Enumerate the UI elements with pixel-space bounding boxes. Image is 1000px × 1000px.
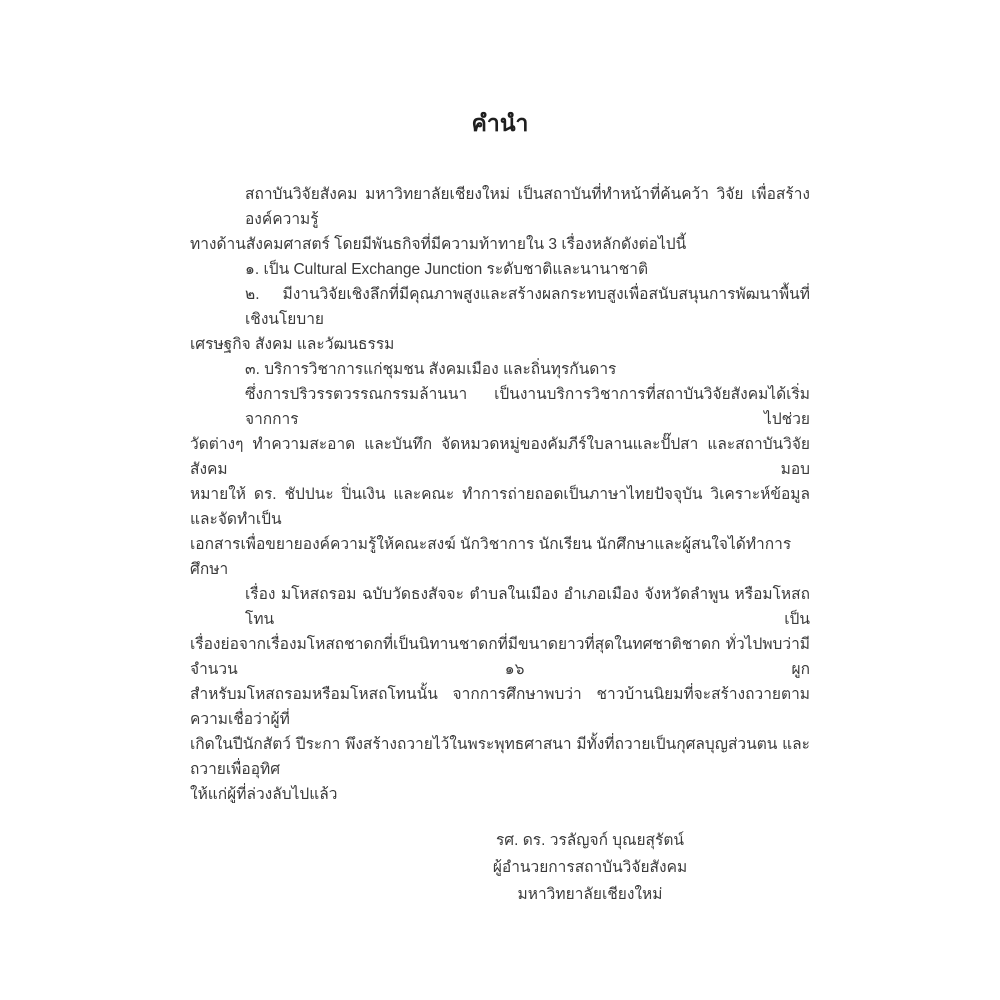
list-item: ๓. บริการวิชาการแก่ชุมชน สังคมเมือง และถิ่นทุรกันดาร: [245, 361, 617, 378]
page-title: คำนำ: [471, 110, 529, 136]
text-line: เอกสารเพื่อขยายองค์ความรู้ให้คณะสงฆ์ นักวิชาการ นักเรียน นักศึกษาและผู้สนใจได้ทำการศึกษา: [190, 536, 792, 578]
text-line: ให้แก่ผู้ที่ล่วงลับไปแล้ว: [190, 786, 338, 803]
signature-name: รศ. ดร. วรลัญจก์ บุณยสุรัตน์: [495, 832, 685, 849]
text-line: สถาบันวิจัยสังคม มหาวิทยาลัยเชียงใหม่ เป็นสถาบันที่ทำหน้าที่ค้นคว้า วิจัย เพื่อสร้างองค์ความรู้: [245, 186, 810, 228]
text-line: วัดต่างๆ ทำความสะอาด และบันทึก จัดหมวดหมู่ของคัมภีร์ใบลานและปั๊ปสา และสถาบันวิจัยสังคม มอบ: [190, 436, 810, 478]
signature-organization: มหาวิทยาลัยเชียงใหม่: [517, 886, 663, 903]
list-item: ๑. เป็น Cultural Exchange Junction ระดับชาติและนานาชาติ: [245, 261, 649, 278]
signature-block: [434, 827, 746, 908]
text-line: ทางด้านสังคมศาสตร์ โดยมีพันธกิจที่มีความท้าทายใน 3 เรื่องหลักดังต่อไปนี้: [190, 236, 687, 253]
text-line: เกิดในปีนักสัตว์ ปีระกา พึงสร้างถวายไว้ในพระพุทธศาสนา มีทั้งที่ถวายเป็นกุศลบุญส่วนตน และถวายเพื่ออุทิศ: [190, 736, 810, 778]
signature-title: ผู้อำนวยการสถาบันวิจัยสังคม: [492, 859, 688, 876]
text-line: เรื่อง มโหสถรอม ฉบับวัดธงสัจจะ ตำบลในเมือง อำเภอเมือง จังหวัดลำพูน หรือมโหสถโทน เป็น: [245, 586, 810, 628]
text-line: ซึ่งการปริวรรตวรรณกรรมล้านนา เป็นงานบริการวิชาการที่สถาบันวิจัยสังคมได้เริ่มจากการ ไปช่วย: [245, 386, 810, 428]
text-line: เศรษฐกิจ สังคม และวัฒนธรรม: [190, 336, 395, 353]
text-line: หมายให้ ดร. ชัปปนะ ปิ่นเงิน และคณะ ทำการถ่ายถอดเป็นภาษาไทยปัจจุบัน วิเคราะห์ข้อมูลและจัดทำเป็น: [190, 486, 810, 528]
text-line: เรื่องย่อจากเรื่องมโหสถชาดกที่เป็นนิทานชาดกที่มีขนาดยาวที่สุดในทศชาติชาดก ทั่วไปพบว่ามีจำนวน ๑๖ ผูก: [190, 636, 810, 678]
document-body: [190, 182, 810, 807]
text-line: สำหรับมโหสถรอมหรือมโหสถโทนนั้น จากการศึกษาพบว่า ชาวบ้านนิยมที่จะสร้างถวายตามความเชื่อว่าผู้ที่: [190, 686, 810, 728]
list-item: ๒. มีงานวิจัยเชิงลึกที่มีคุณภาพสูงและสร้างผลกระทบสูงเพื่อสนับสนุนการพัฒนาพื้นที่เชิงนโยบาย: [245, 286, 810, 328]
